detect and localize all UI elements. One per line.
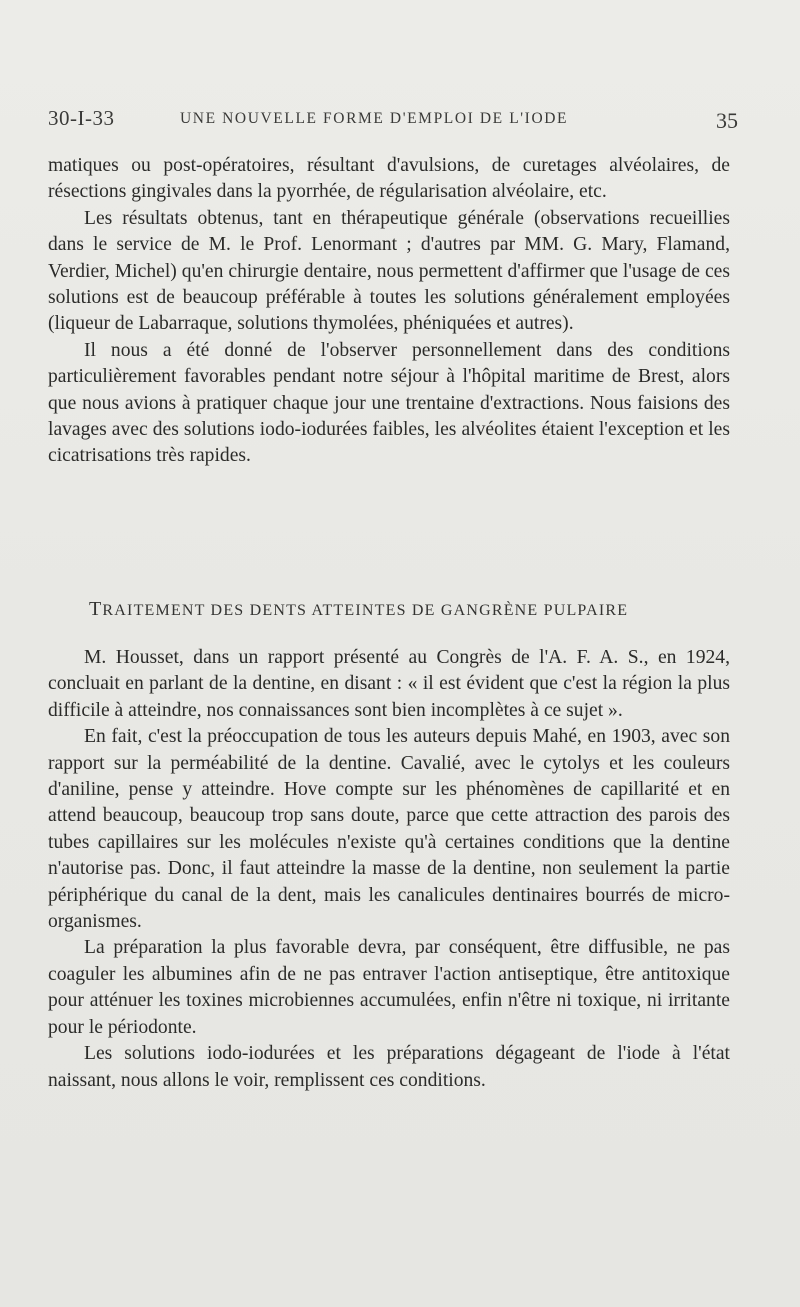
issue-date: 30-I-33	[48, 106, 115, 130]
page-number: 35	[716, 108, 738, 133]
paragraph: La préparation la plus favorable devra, par conséquent, être diffusible, ne pas coaguler les albumines afin de ne pas entraver l'action antiseptique, être antitoxique pour atténuer les toxines microbiennes accumulées, enfin n'être ni toxique, ni irritante pour le périodonte.	[48, 937, 730, 1038]
paragraph: M. Housset, dans un rapport présenté au Congrès de l'A. F. A. S., en 1924, concluait en parlant de la dentine, en disant : « il est évident que c'est la région la plus difficile à atteindre, nos connaissances sont bien incomplètes à ce sujet ».	[48, 647, 730, 721]
running-title: UNE NOUVELLE FORME D'EMPLOI DE L'IODE	[180, 110, 569, 127]
section-2-body	[48, 645, 730, 1094]
paragraph: matiques ou post-opératoires, résultant d'avulsions, de curetages alvéolaires, de résections gingivales dans la pyorrhée, de régularisation alvéolaire, etc.	[48, 155, 730, 203]
paragraph: En fait, c'est la préoccupation de tous les auteurs depuis Mahé, en 1903, avec son rapport sur la perméabilité de la dentine. Cavalié, avec le cytolys et les couleurs d'aniline, pense y atteindre. Hove compte sur les phénomènes de capillarité et en attend beaucoup, beaucoup trop sans doute, parce que cette attraction des parois des tubes capillaires sur les molécules n'existe qu'à certaines conditions que la dentine n'autorise pas. Donc, il faut atteindre la masse de la dentine, non seulement la partie périphérique du canal de la dent, mais les canalicules dentinaires bourrés de micro-organismes.	[48, 726, 730, 933]
paragraph: Les résultats obtenus, tant en thérapeutique générale (observations recueillies dans le service de M. le Prof. Lenormant ; d'autres par MM. G. Mary, Flamand, Verdier, Michel) qu'en chirurgie dentaire, nous permettent d'affirmer que l'usage de ces solutions est de beaucoup préférable à toutes les solutions généralement employées (liqueur de Labarraque, solutions thymolées, phéniquées et autres).	[48, 207, 730, 335]
running-head	[48, 104, 738, 136]
section-heading: TRAITEMENT DES DENTS ATTEINTES DE GANGRÈNE PULPAIRE	[89, 598, 629, 620]
section-1-body	[48, 153, 730, 470]
paragraph: Les solutions iodo-iodurées et les préparations dégageant de l'iode à l'état naissant, nous allons le voir, remplissent ces conditions.	[48, 1043, 730, 1091]
paragraph: Il nous a été donné de l'observer personnellement dans des conditions particulièrement favorables pendant notre séjour à l'hôpital maritime de Brest, alors que nous avions à pratiquer chaque jour une trentaine d'extractions. Nous faisions des lavages avec des solutions iodo-iodurées faibles, les alvéolites étaient l'exception et les cicatrisations très rapides.	[48, 339, 730, 467]
